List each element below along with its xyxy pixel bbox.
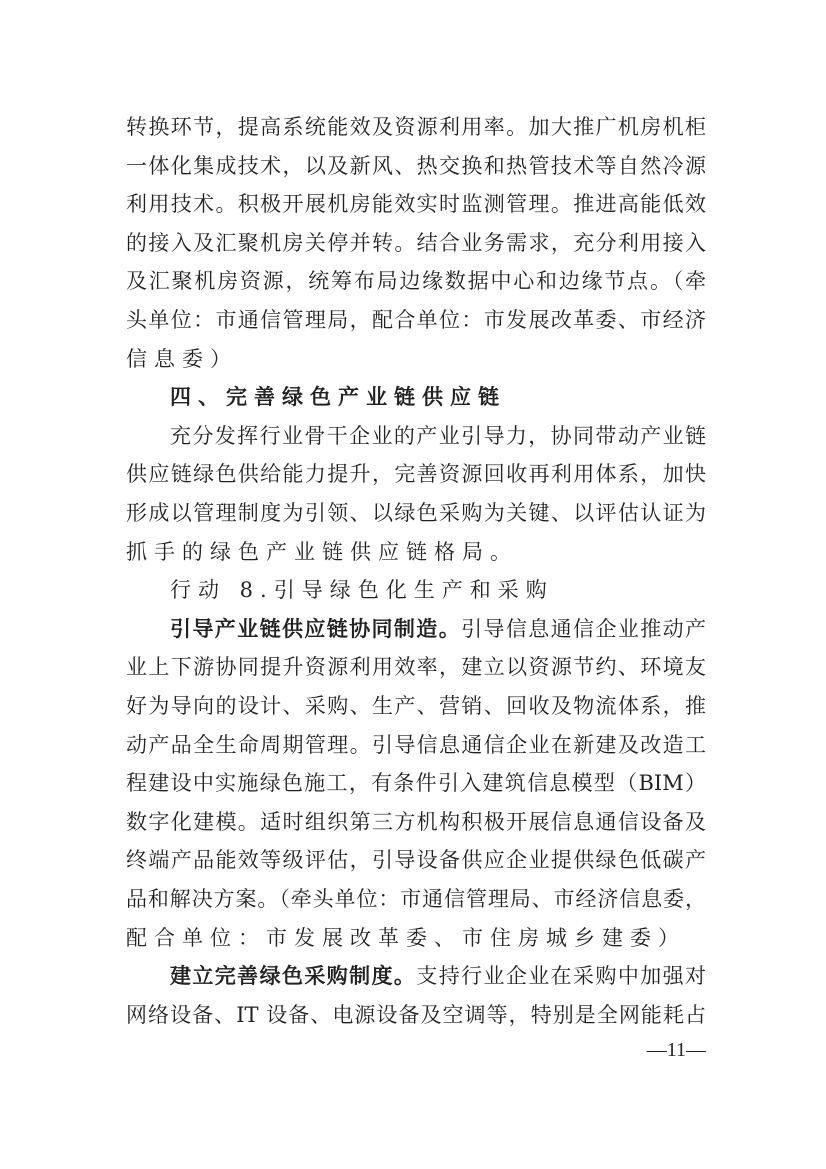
text-run: 利用技术。积极开展机房能效实时监测管理。推进高能低效 xyxy=(126,192,706,217)
text-run: 好为导向的设计、采购、生产、营销、回收及物流体系，推 xyxy=(126,694,706,718)
text-line xyxy=(126,224,706,263)
text-line xyxy=(126,919,706,958)
text-run: 的接入及汇聚机房关停并转。结合业务需求，充分利用接入 xyxy=(126,230,706,255)
text-run: 配合单位：市发展改革委、市住房城乡建委） xyxy=(126,925,686,950)
text-run: 支持行业企业在采购中加强对 xyxy=(416,964,707,989)
text-line xyxy=(126,108,706,147)
text-line xyxy=(126,494,706,533)
text-run: 程建设中实施绿色施工，有条件引入建筑信息模型（BIM） xyxy=(126,771,706,796)
text-line xyxy=(170,610,706,649)
text-line xyxy=(126,880,706,919)
text-line xyxy=(170,571,706,610)
text-line xyxy=(126,455,706,494)
text-line xyxy=(126,687,706,726)
text-line xyxy=(126,340,706,379)
text-run: 信息委） xyxy=(126,346,238,371)
text-run: 业上下游协同提升资源利用效率，建立以资源节约、环境友 xyxy=(126,655,706,680)
text-run: 形成以管理制度为引领、以绿色采购为关键、以评估认证为 xyxy=(126,501,706,525)
text-run: 供应链绿色供给能力提升，完善资源回收再利用体系，加快 xyxy=(126,462,706,487)
text-run: 抓手的绿色产业链供应链格局。 xyxy=(126,539,518,564)
text-run: 行动 8.引导绿色化生产和采购 xyxy=(170,578,554,603)
text-line xyxy=(126,764,706,803)
text-run: 引导信息通信企业推动产 xyxy=(461,616,707,641)
page-number: —11— xyxy=(646,1039,706,1061)
bold-lead-text: 四、完善绿色产业链供应链 xyxy=(170,385,506,410)
text-run: 转换环节，提高系统能效及资源利用率。加大推广机房机柜 xyxy=(126,115,706,139)
text-line xyxy=(126,841,706,880)
text-line xyxy=(126,803,706,842)
text-line xyxy=(126,648,706,687)
text-run: 充分发挥行业骨干企业的产业引导力，协同带动产业链 xyxy=(170,423,706,448)
text-line xyxy=(126,726,706,765)
text-line xyxy=(126,301,706,340)
text-line xyxy=(126,262,706,301)
text-line xyxy=(126,185,706,224)
text-run: 终端产品能效等级评估，引导设备供应企业提供绿色低碳产 xyxy=(126,848,706,873)
bold-lead-text: 引导产业链供应链协同制造。 xyxy=(170,616,462,641)
text-run: 及汇聚机房资源，统筹布局边缘数据中心和边缘节点。（牵 xyxy=(126,269,706,294)
text-line xyxy=(126,147,706,186)
text-line xyxy=(126,996,706,1035)
bold-lead-text: 建立完善绿色采购制度。 xyxy=(170,964,417,989)
text-run: 动产品全生命周期管理。引导信息通信企业在新建及改造工 xyxy=(126,732,706,757)
text-line xyxy=(170,957,706,996)
text-line xyxy=(170,417,706,456)
text-run: 数字化建模。适时组织第三方机构积极开展信息通信设备及 xyxy=(126,809,706,834)
text-run: 一体化集成技术，以及新风、热交换和热管技术等自然冷源 xyxy=(126,153,706,178)
text-run: 头单位：市通信管理局，配合单位：市发展改革委、市经济 xyxy=(126,308,706,332)
text-line xyxy=(126,533,706,572)
text-run: 网络设备、IT 设备、电源设备及空调等，特别是全网能耗占 xyxy=(126,1002,706,1027)
text-run: 品和解决方案。（牵头单位：市通信管理局、市经济信息委， xyxy=(126,887,706,911)
section-heading xyxy=(170,378,706,417)
